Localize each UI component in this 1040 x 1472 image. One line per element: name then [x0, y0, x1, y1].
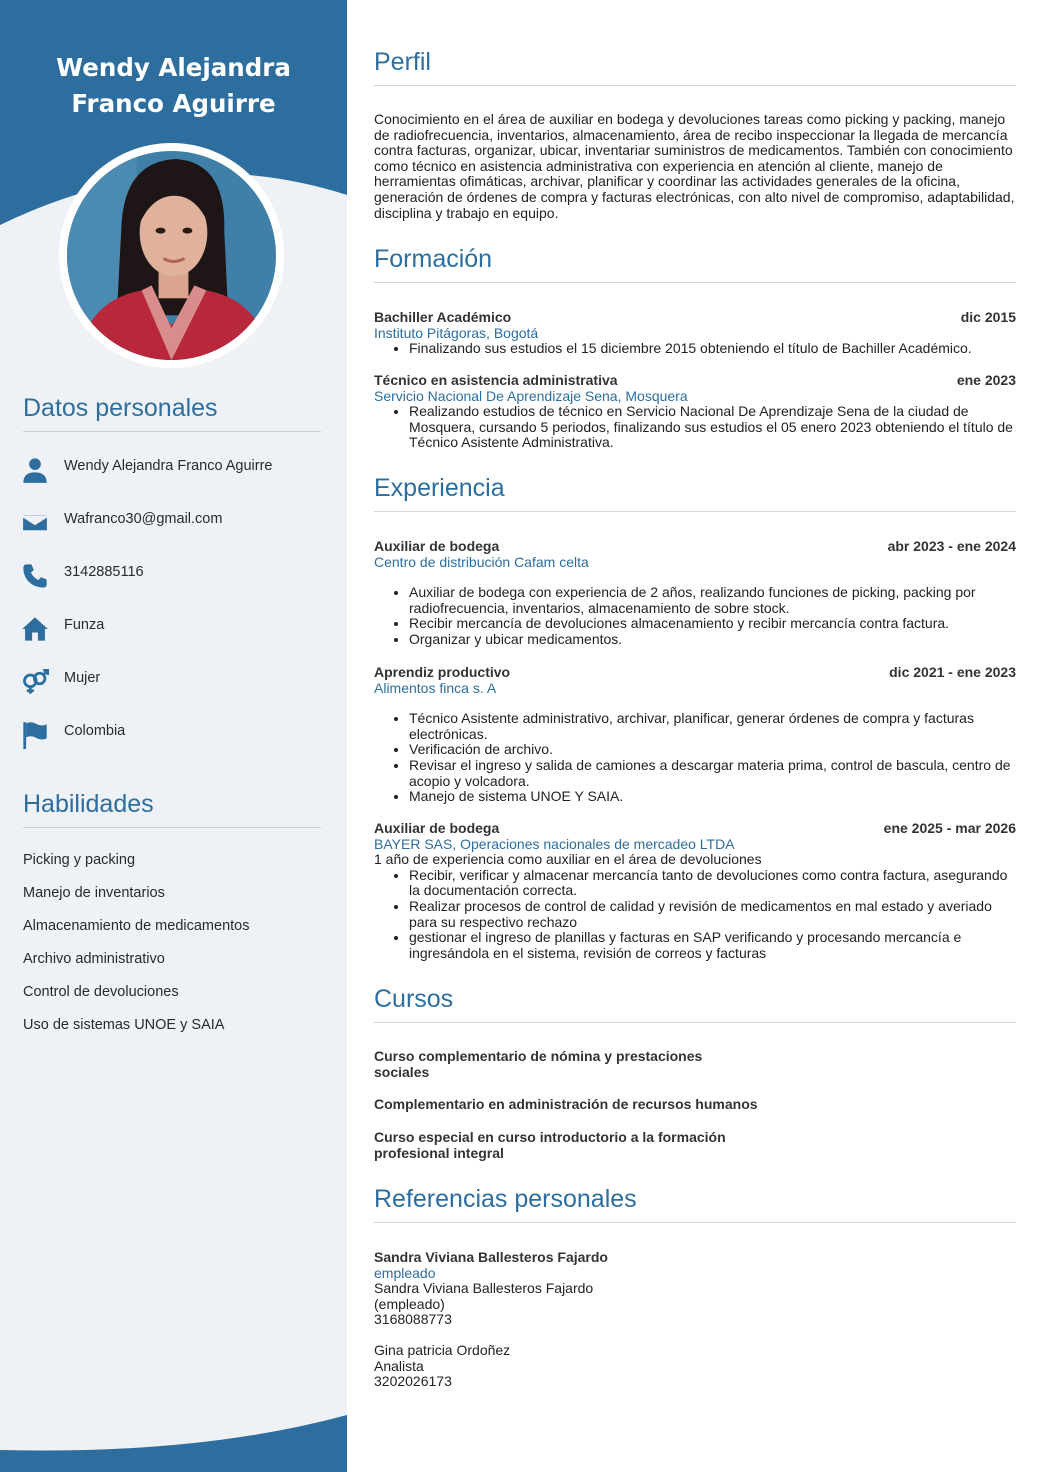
reference-role: Analista: [374, 1357, 424, 1374]
experience-item: [374, 539, 1016, 648]
experience-title: Experiencia: [374, 474, 1016, 512]
experience-item-company: BAYER SAS, Operaciones nacionales de mercadeo LTDA: [374, 835, 735, 852]
reference-name: Sandra Viviana Ballesteros Fajardo: [374, 1249, 608, 1265]
experience-item-date: ene 2025 - mar 2026: [883, 820, 1016, 836]
personal-item-text: Colombia: [64, 723, 126, 739]
experience-item-title: Auxiliar de bodega: [374, 820, 500, 836]
profile-photo: [59, 143, 284, 368]
reference-contact-role: (empleado): [374, 1295, 445, 1312]
phone-icon: [20, 561, 50, 591]
education-item-institution: Servicio Nacional De Aprendizaje Sena, Mosquera: [374, 387, 688, 404]
reference-role: empleado: [374, 1264, 436, 1281]
education-item: [374, 373, 1016, 451]
education-item-bullet: • Realizando estudios de técnico en Servicio Nacional De Aprendizaje Sena de la ciudad de Mosquera, cursando 5 periodos, finalizando sus estudios el 05 enero 2023 obteniendo el título de Técnico Asistente Administrativa.: [409, 404, 1016, 451]
experience-item-bullet: • Recibir mercancía de devoluciones almacenamiento y recibir mercancía contra factura.: [409, 616, 1016, 632]
experience-item-title: Aprendiz productivo: [374, 664, 511, 680]
experience-item-bullet: • Realizar procesos de control de calidad y revisión de medicamentos en mal estado y averiado para su respectivo rechazo: [409, 899, 1016, 930]
sidebar: [0, 0, 347, 1472]
personal-item-text: Wafranco30@gmail.com: [64, 511, 223, 527]
candidate-name-line1: Wendy Alejandra: [56, 53, 291, 82]
skill-item: Uso de sistemas UNOE y SAIA: [23, 1017, 225, 1033]
experience-item-bullet: • Revisar el ingreso y salida de camiones a descargar materia prima, control de bascula, centro de acopio y volcadora.: [409, 758, 1016, 789]
education-item-institution: Instituto Pitágoras, Bogotá: [374, 324, 539, 341]
courses-title: Cursos: [374, 985, 1016, 1023]
course-item: Complementario en administración de recursos humanos: [374, 1096, 758, 1112]
personal-item-text: Funza: [64, 617, 105, 633]
skill-item: Manejo de inventarios: [23, 885, 165, 901]
education-item-date: dic 2015: [960, 309, 1016, 325]
experience-item: [374, 821, 1016, 961]
gender-icon: [20, 667, 50, 697]
course-item: Curso complementario de nómina y prestaciones sociales: [374, 1048, 703, 1080]
envelope-icon: [20, 508, 50, 538]
education-item: [374, 310, 1016, 357]
reference-item: [374, 1343, 1016, 1390]
home-icon: [20, 614, 50, 644]
personal-item-text: Mujer: [64, 670, 101, 686]
personal-data-title: Datos personales: [23, 394, 321, 432]
course-item: Curso especial en curso introductorio a la formación profesional integral: [374, 1129, 726, 1161]
education-title: Formación: [374, 245, 1016, 283]
skills-list: [23, 852, 323, 1050]
skill-item: Picking y packing: [23, 852, 136, 868]
education-item-title: Bachiller Académico: [374, 309, 512, 325]
reference-item: [374, 1250, 1016, 1328]
personal-item-country: [20, 720, 330, 773]
personal-item-phone: [20, 561, 330, 614]
flag-icon: [20, 720, 50, 750]
personal-item-gender: [20, 667, 330, 720]
experience-item-company: Alimentos finca s. A: [374, 679, 497, 696]
skills-title: Habilidades: [23, 790, 321, 828]
profile-text: Conocimiento en el área de auxiliar en bodega y devoluciones tareas como picking y packing, manejo de radiofrecuencia, inventarios, almacenamiento, área de recibo inspeccionar la llegada de mercancía contra facturas, organizar, ubicar, inventariar suministros de medicamentos. También con conocimiento como técnico en asistencia administrativa con experiencia en atención al cliente, manejo de herramientas ofimáticas, archivar, planificar y coordinar las actividades generales de la oficina, generación de órdenes de compra y facturas electrónicas, con alto nivel de compromiso, adaptabilidad, disciplina y trabajo en equipo.: [374, 111, 1015, 221]
experience-item-title: Auxiliar de bodega: [374, 538, 500, 554]
skill-item: Control de devoluciones: [23, 984, 179, 1000]
reference-contact-name: Sandra Viviana Ballesteros Fajardo: [374, 1280, 594, 1297]
experience-item-company: Centro de distribución Cafam celta: [374, 553, 589, 570]
experience-item-bullet: • Organizar y ubicar medicamentos.: [409, 632, 1016, 648]
education-item-date: ene 2023: [956, 372, 1016, 388]
candidate-name-line2: Franco Aguirre: [71, 89, 276, 118]
education-item-title: Técnico en asistencia administrativa: [374, 372, 618, 388]
skill-item: Almacenamiento de medicamentos: [23, 918, 250, 934]
skill-item: Archivo administrativo: [23, 951, 165, 967]
profile-title: Perfil: [374, 48, 1016, 86]
experience-item-bullet: • Manejo de sistema UNOE Y SAIA.: [409, 789, 1016, 805]
personal-item-email: [20, 508, 330, 561]
experience-item-intro: 1 año de experiencia como auxiliar en el área de devoluciones: [374, 851, 762, 868]
user-icon: [20, 455, 50, 485]
candidate-name: [0, 50, 347, 122]
experience-item-bullet: • gestionar el ingreso de planillas y facturas en SAP verificando y procesando mercancía e ingresándola en el sistema, revisión de correos y facturas: [409, 930, 1016, 961]
personal-item-text: 3142885116: [64, 564, 144, 580]
personal-data-list: [20, 455, 330, 773]
experience-item-bullet: • Verificación de archivo.: [409, 742, 1016, 758]
experience-item-date: dic 2021 - ene 2023: [889, 664, 1016, 680]
reference-phone: 3202026173: [374, 1373, 452, 1390]
reference-phone: 3168088773: [374, 1311, 452, 1328]
personal-item-text: Wendy Alejandra Franco Aguirre: [64, 458, 273, 474]
portrait-illustration: [67, 151, 276, 360]
references-title: Referencias personales: [374, 1185, 1016, 1223]
personal-item-city: [20, 614, 330, 667]
experience-item-bullet: • Técnico Asistente administrativo, archivar, planificar, generar órdenes de compra y facturas electrónicas.: [409, 711, 1016, 742]
experience-item-bullet: • Recibir, verificar y almacenar mercancía tanto de devoluciones como contra factura, asegurando la documentación correcta.: [409, 868, 1016, 899]
experience-item-date: abr 2023 - ene 2024: [887, 538, 1016, 554]
experience-item: [374, 665, 1016, 805]
education-item-bullet: • Finalizando sus estudios el 15 diciembre 2015 obteniendo el título de Bachiller Académico.: [409, 341, 1016, 357]
personal-item-name: [20, 455, 330, 508]
reference-name: Gina patricia Ordoñez: [374, 1342, 511, 1358]
experience-item-bullet: • Auxiliar de bodega con experiencia de 2 años, realizando funciones de picking, packing por radiofrecuencia, inventarios, almacenamiento de sobre stock.: [409, 585, 1016, 616]
